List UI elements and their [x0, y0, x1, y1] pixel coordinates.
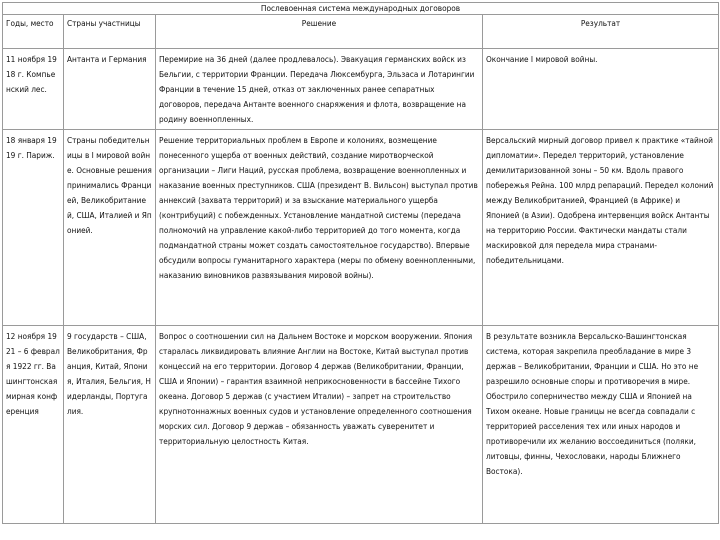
table-row — [3, 49, 719, 130]
cell-decision: Решение территориальных проблем в Европе и колониях, возмещение понесенного ущерба от военных действий, создание миротворческой организации – Лиги Наций, русская проблема, возвращение военнопленных и наказание военных преступников. США (президент В. Вильсон) выступал против аннексий (захвата территорий) и за взыскание материального ущерба (контрибуций) с побежденных. Установление мандатной системы (передача полномочий на управление какой-либо территорией до того момента, когда подмандатной страны может создать самостоятельное государство). Впервые обсудили вопросы гуманитарного характера (меры по обмену военнопленными, наказанию виновников развязывания мировой войны). — [156, 130, 483, 326]
cell-result: В результате возникла Версальско-Вашингтонская система, которая закрепила преобладание в мире 3 держав – Великобритании, Франции и США. Но это не разрешило основные споры и противоречия в мире. Обострило соперничество между США и Японией на Тихом океане. Новые границы не всегда совпадали с территорией расселения тех или иных народов и противоречили их желанию воссоединиться (поляки, литовцы, финны, Чехословаки, народы Ближнего Востока). — [483, 326, 719, 524]
cell-decision: Вопрос о соотношении сил на Дальнем Востоке и морском вооружении. Япония старалась ликвидировать влияние Англии на Востоке, Китай выступал против концессий на его территории. Договор 4 держав (Великобритании, Франции, США и Японии) – гарантия взаимной неприкосновенности в бассейне Тихого океана. Договор 5 держав (с участием Италии) – запрет на строительство крупнотоннажных военных судов и установление определенного соотношения морских сил. Договор 9 держав – обязанность уважать суверенитет и территориальную целостность Китая. — [156, 326, 483, 524]
treaties-table — [2, 2, 719, 524]
cell-result: Версальский мирный договор привел к практике «тайной дипломатии». Передел территорий, установление демилитаризованной зоны – 50 км. Вдоль правого побережья Рейна. 100 млрд репараций. Передел колоний между Великобританией, Францией (в Африке) и Японией (в Азии). Одобрена интервенция войск Антанты на территорию России. Фактически мандаты стали маскировкой для передела мира странами-победительницами. — [483, 130, 719, 326]
header-countries: Страны участницы — [64, 15, 156, 49]
header-years-place: Годы, место — [3, 15, 64, 49]
cell-years-place: 12 ноября 1921 – 6 февраля 1922 гг. Вашингтонская мирная конференция — [3, 326, 64, 524]
header-decision: Решение — [156, 15, 483, 49]
table-header-row — [3, 15, 719, 49]
table-row — [3, 326, 719, 524]
table-title: Послевоенная система международных договоров — [3, 3, 719, 15]
cell-countries: Антанта и Германия — [64, 49, 156, 130]
table-title-row — [3, 3, 719, 15]
cell-years-place: 18 января 1919 г. Париж. — [3, 130, 64, 326]
cell-years-place: 11 ноября 1918 г. Компьенский лес. — [3, 49, 64, 130]
header-result: Результат — [483, 15, 719, 49]
cell-countries: Страны победительницы в I мировой войне. Основные решения принимались Францией, Великобританией, США, Италией и Японией. — [64, 130, 156, 326]
cell-countries: 9 государств – США, Великобритания, Франция, Китай, Япония, Италия, Бельгия, Нидерланды, Португалия. — [64, 326, 156, 524]
cell-decision: Перемирие на 36 дней (далее продлевалось). Эвакуация германских войск из Бельгии, с территории Франции. Передача Люксембурга, Эльзаса и Лотарингии Франции в течение 15 дней, отказ от заключенных ранее сепаратных договоров, передача Антанте военного снаряжения и флота, возвращение на родину военнопленных. — [156, 49, 483, 130]
table-row — [3, 130, 719, 326]
cell-result: Окончание I мировой войны. — [483, 49, 719, 130]
